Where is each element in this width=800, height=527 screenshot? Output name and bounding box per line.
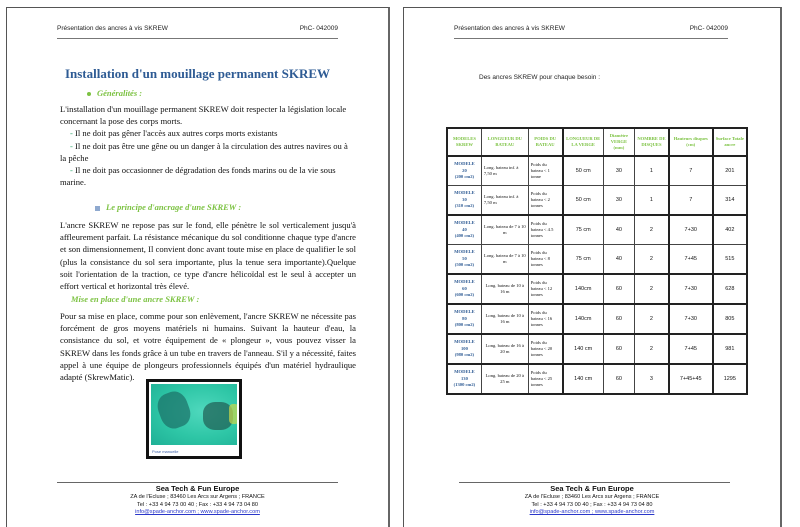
cell-surface: 1295: [713, 364, 747, 394]
page-title: Installation d'un mouillage permanent SKREW: [64, 66, 331, 81]
col-header: NOMBRE DE DISQUES: [635, 128, 669, 156]
cell-diam: 40: [603, 215, 634, 245]
cell-surface: 628: [713, 274, 747, 304]
footer-phone: Tel : +33 4 94 73 00 40 ; Fax : +33 4 94 73 04 80: [137, 502, 258, 508]
principe-text: L'ancre SKREW ne repose pas sur le fond, elle pénètre le sol verticalement jusqu'à affleurement parfait. La résistance mécanique du sol conditionne chaque type d'ancre et son dimensionnement, Il convient donc avant toute mise en place de qualifier le sol (plus la consistance du sol sera importante, plus la tenue sera importante).Quelque soit l'orientation de la traction, ce type d'ancre hélicoïdal est le seul à accepter un effort vertical et horizontal très élevé.: [60, 220, 356, 292]
cell-hauteurs: 7+30: [669, 304, 713, 334]
cell-poids: Poids du bateau < 2 tonnes: [528, 186, 562, 216]
footer-address: ZA de l'Ecluse ; 83460 Les Arcs sur Argens ; FRANCE: [130, 494, 265, 500]
mise-en-place-text: Pour sa mise en place, comme pour son enlèvement, l'ancre SKREW ne nécessite pas forcément de gros moyens matériels ni humains. Suivant la hauteur d'eau, la consistance du sol, et votre équipement de « plongeur », vous pouvez visser la SKREW dans les fonds grâce à un tube en travers de l'anneau. S'il y a nécessité, faites appel à une équipe de plongeurs professionnels équipés d'un matériel hydraulique adapté (SkrewMatic).: [60, 311, 356, 383]
cell-surface: 805: [713, 304, 747, 334]
header-doc-ref: PhC- 042009: [689, 25, 728, 32]
cell-diam: 60: [603, 274, 634, 304]
cell-verge: 140 cm: [563, 364, 604, 394]
page-header: [454, 25, 728, 32]
col-header: LONGUEUR DU BATEAU: [481, 128, 528, 156]
cell-poids: Poids du bateau < 1 tonne: [528, 156, 562, 186]
cell-surface: 314: [713, 186, 747, 216]
cell-disques: 3: [635, 364, 669, 394]
table-row: [447, 274, 747, 304]
col-header: Hauteurs disques (cm): [669, 128, 713, 156]
cell-disques: 2: [635, 304, 669, 334]
generalites-intro: L'installation d'un mouillage permanent SKREW doit respecter la législation locale concernant la pose des corps morts.: [60, 104, 347, 127]
generalites-item: - Il ne doit pas gêner l'accès aux autres corps morts existants: [70, 128, 278, 139]
cell-disques: 1: [635, 156, 669, 186]
cell-verge: 75 cm: [563, 245, 604, 275]
cell-diam: 60: [603, 364, 634, 394]
cell-surface: 515: [713, 245, 747, 275]
cell-hauteurs: 7: [669, 156, 713, 186]
tank-shape: [229, 404, 237, 424]
page-footer: [404, 484, 780, 515]
table-row: [447, 215, 747, 245]
cell-verge: 140cm: [563, 274, 604, 304]
cell-longueur: Long. bateau de 7 à 10 m: [481, 215, 528, 245]
cell-disques: 1: [635, 186, 669, 216]
cell-disques: 2: [635, 215, 669, 245]
cell-hauteurs: 7+45: [669, 245, 713, 275]
footer-links[interactable]: info@spade-anchor.com ; www.spade-anchor.com: [529, 509, 655, 515]
underwater-image: [151, 384, 237, 445]
header-doc-ref: PhC- 042009: [299, 25, 338, 32]
cell-verge: 140 cm: [563, 334, 604, 364]
cell-diam: 30: [603, 186, 634, 216]
cell-longueur: Long. bateau de 10 à 16 m: [481, 274, 528, 304]
header-doc-title: Présentation des ancres à vis SKREW: [454, 25, 565, 32]
table-intro: Des ancres SKREW pour chaque besoin :: [479, 74, 601, 81]
col-header: Surface Totale ancre: [713, 128, 747, 156]
generalites-item: - Il ne doit pas être une gêne ou un danger à la circulation des autres navires ou à la pêche: [60, 140, 348, 163]
cell-model: MODELE 130 (1300 cm2): [447, 364, 481, 394]
section-heading-principe: Le principe d'ancrage d'une SKREW :: [95, 202, 241, 212]
bullet-square-icon: [95, 206, 100, 211]
cell-longueur: Long. bateau de 16 à 20 m: [481, 334, 528, 364]
anchor-spec-table: [446, 127, 748, 395]
header-divider: [57, 38, 338, 39]
footer-divider: [57, 482, 338, 483]
cell-diam: 60: [603, 304, 634, 334]
cell-poids: Poids du bateau < 12 tonnes: [528, 274, 562, 304]
cell-hauteurs: 7+30: [669, 215, 713, 245]
footer-links[interactable]: info@spade-anchor.com ; www.spade-anchor.com: [135, 509, 260, 515]
photo-caption: Pose manuelle: [152, 449, 179, 454]
cell-verge: 50 cm: [563, 156, 604, 186]
table-row: [447, 364, 747, 394]
page-footer: [7, 484, 388, 515]
diver-photo: [146, 379, 242, 459]
generalites-text: [60, 103, 356, 188]
col-header: LONGUEUR DE LA VERGE: [563, 128, 604, 156]
cell-verge: 140cm: [563, 304, 604, 334]
diver-shape: [154, 388, 195, 432]
cell-hauteurs: 7: [669, 186, 713, 216]
table-header-row: [447, 128, 747, 156]
footer-phone: Tel : +33 4 94 73 00 40 ; Fax : +33 4 94 73 04 80: [531, 502, 653, 508]
cell-surface: 201: [713, 156, 747, 186]
col-header: POIDS DU BATEAU: [528, 128, 562, 156]
cell-model: MODELE 80 (800 cm2): [447, 304, 481, 334]
page-2: [403, 7, 782, 527]
cell-poids: Poids du bateau < 4.5 tonnes: [528, 215, 562, 245]
header-divider: [454, 38, 728, 39]
footer-address: ZA de l'Ecluse ; 83460 Les Arcs sur Argens ; FRANCE: [524, 494, 660, 500]
cell-model: MODELE 100 (980 cm2): [447, 334, 481, 364]
section-heading-mise-en-place: Mise en place d'une ancre SKREW :: [71, 294, 200, 304]
table-row: [447, 156, 747, 186]
bullet-dot-icon: [87, 92, 91, 96]
table-row: [447, 245, 747, 275]
cell-verge: 50 cm: [563, 186, 604, 216]
cell-surface: 402: [713, 215, 747, 245]
cell-disques: 2: [635, 274, 669, 304]
section-heading-generalites: Généralités :: [87, 88, 142, 98]
header-doc-title: Présentation des ancres à vis SKREW: [57, 25, 168, 32]
cell-diam: 30: [603, 156, 634, 186]
cell-hauteurs: 7+45+45: [669, 364, 713, 394]
cell-model: MODELE 50 (500 cm2): [447, 245, 481, 275]
table-row: [447, 186, 747, 216]
cell-longueur: Long. bateau inf. à 7,50 m: [481, 156, 528, 186]
cell-model: MODELE 30 (310 cm2): [447, 186, 481, 216]
cell-poids: Poids du bateau < 8 tonnes: [528, 245, 562, 275]
cell-longueur: Long. bateau de 20 à 25 m: [481, 364, 528, 394]
cell-model: MODELE 40 (400 cm2): [447, 215, 481, 245]
footer-divider: [459, 482, 730, 483]
cell-hauteurs: 7+30: [669, 274, 713, 304]
cell-hauteurs: 7+45: [669, 334, 713, 364]
cell-poids: Poids du bateau < 25 tonnes: [528, 364, 562, 394]
cell-surface: 981: [713, 334, 747, 364]
cell-poids: Poids du bateau < 20 tonnes: [528, 334, 562, 364]
page-header: [57, 25, 338, 32]
col-header: MODELES SKREW: [447, 128, 481, 156]
cell-model: MODELE 60 (600 cm2): [447, 274, 481, 304]
footer-company: Sea Tech & Fun Europe: [155, 484, 240, 493]
cell-disques: 2: [635, 334, 669, 364]
cell-longueur: Long. bateau inf. à 7,50 m: [481, 186, 528, 216]
table-row: [447, 334, 747, 364]
cell-longueur: Long. bateau de 10 à 16 m: [481, 304, 528, 334]
cell-verge: 75 cm: [563, 215, 604, 245]
cell-model: MODELE 20 (200 cm2): [447, 156, 481, 186]
cell-diam: 40: [603, 245, 634, 275]
footer-company: Sea Tech & Fun Europe: [550, 484, 634, 493]
cell-longueur: Long. bateau de 7 à 10 m: [481, 245, 528, 275]
generalites-item: - Il ne doit pas occasionner de dégradation des fonds marins ou de la vie sous marine.: [60, 165, 336, 188]
cell-poids: Poids du bateau < 16 tonnes: [528, 304, 562, 334]
col-header: Diamètre VERGE (mm): [603, 128, 634, 156]
cell-disques: 2: [635, 245, 669, 275]
table-row: [447, 304, 747, 334]
cell-diam: 60: [603, 334, 634, 364]
